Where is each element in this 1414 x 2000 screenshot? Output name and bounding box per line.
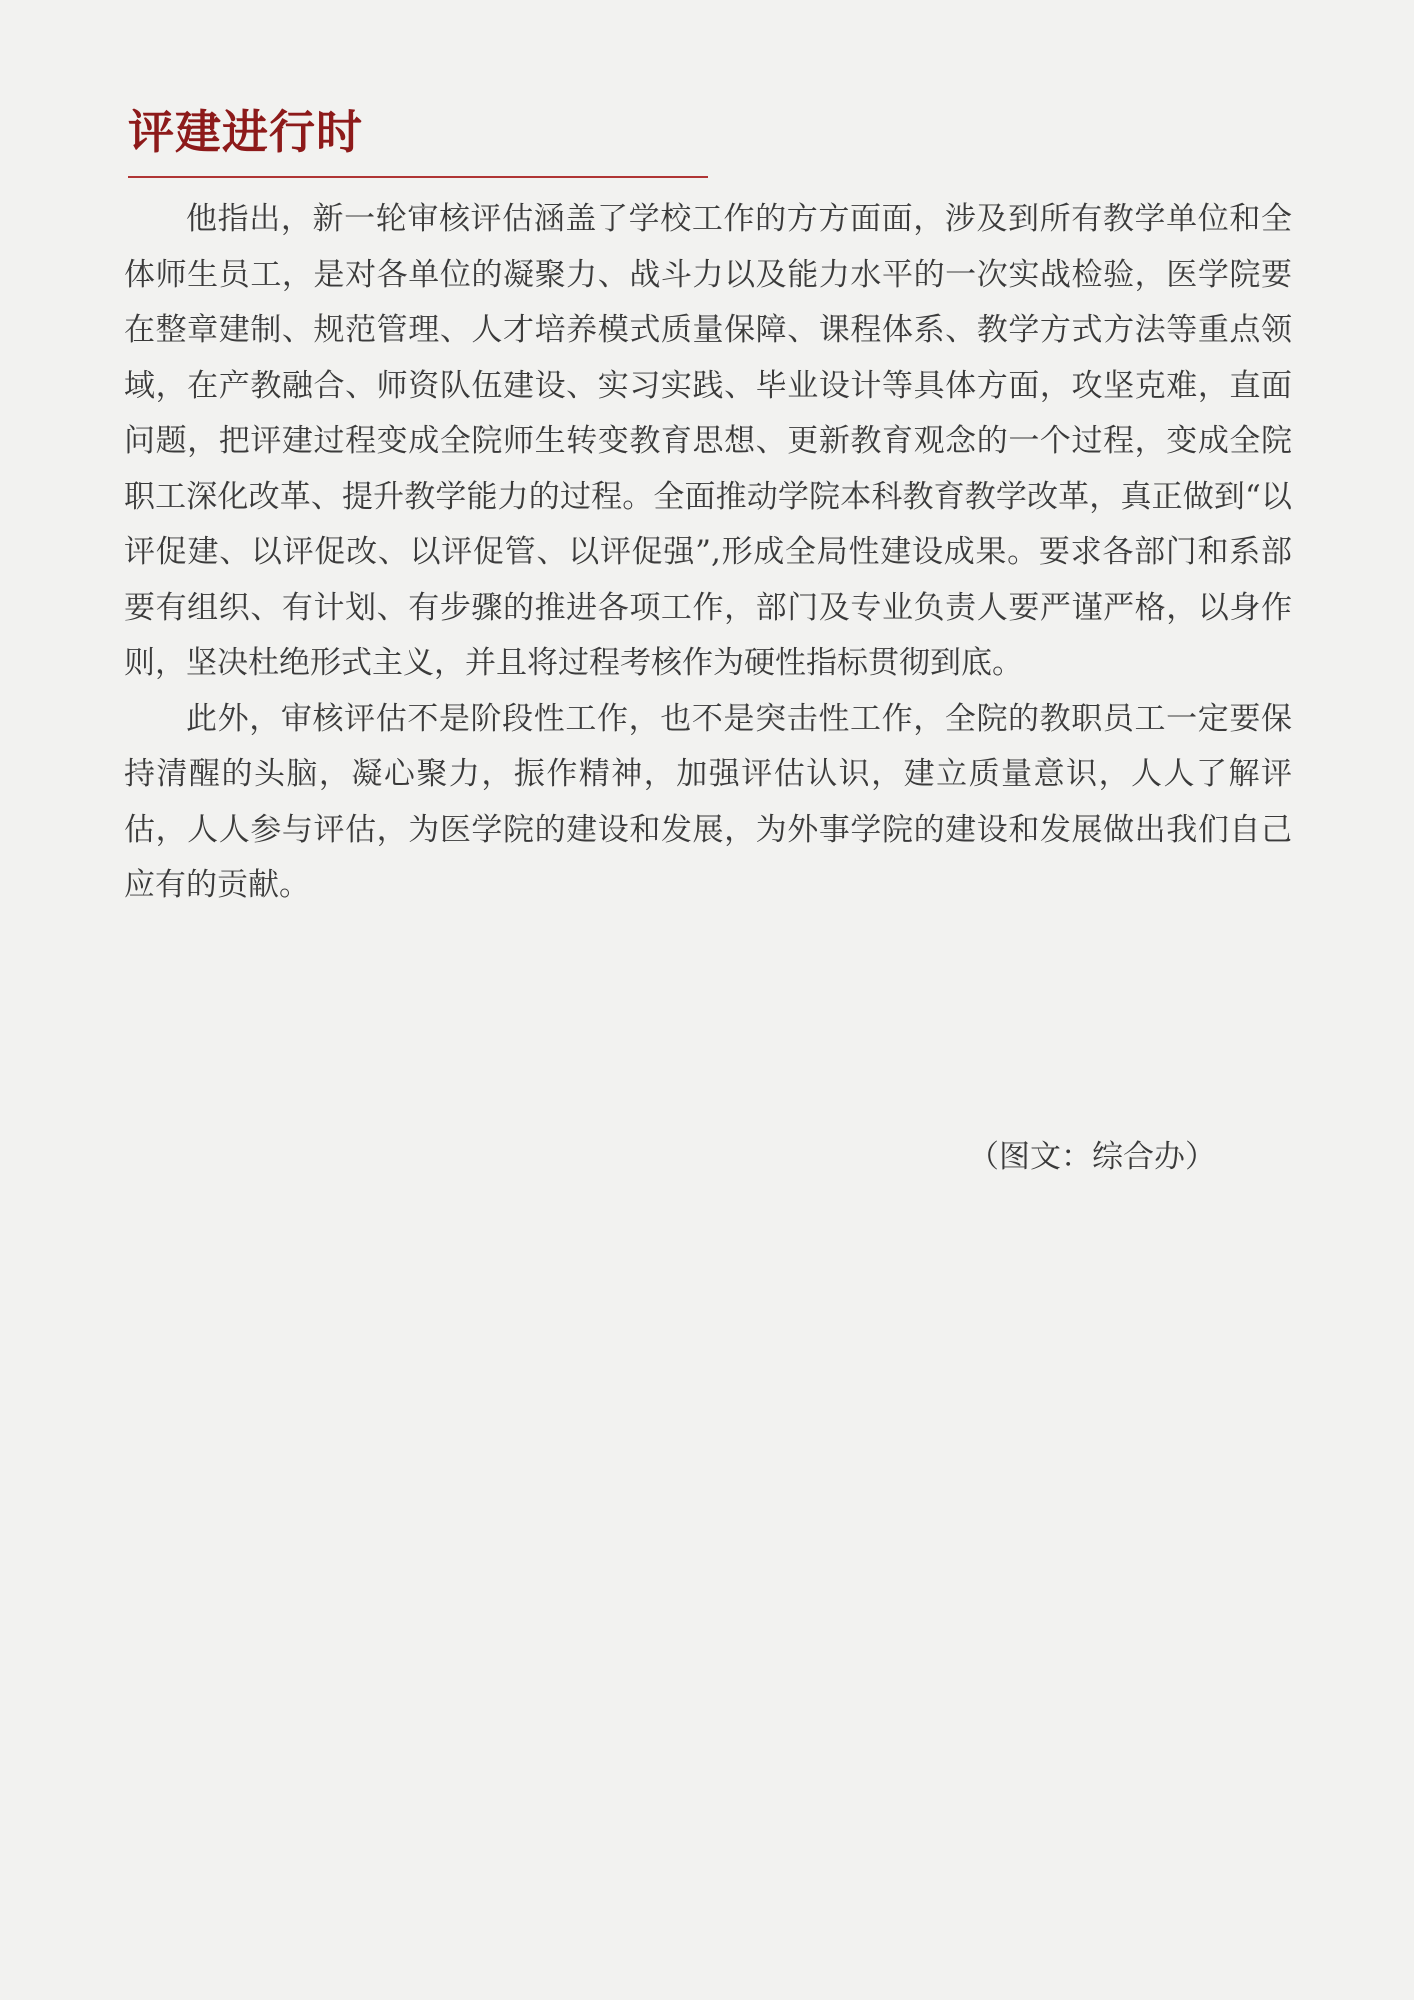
article-paragraph-1: 他指出，新一轮审核评估涵盖了学校工作的方方面面，涉及到所有教学单位和全体师生员工，是对各单位的凝聚力、战斗力以及能力水平的一次实战检验，医学院要在整章建制、规范管理、人才培养模式质量保障、课程体系、教学方式方法等重点领域，在产教融合、师资队伍建设、实习实践、毕业设计等具体方面，攻坚克难，直面问题，把评建过程变成全院师生转变教育思想、更新教育观念的一个过程，变成全院职工深化改革、提升教学能力的过程。全面推动学院本科教育教学改革，真正做到“以评促建、以评促改、以评促管、以评促强”,形成全局性建设成果。要求各部门和系部要有组织、有计划、有步骤的推进各项工作，部门及专业负责人要严谨严格，以身作则，坚决杜绝形式主义，并且将过程考核作为硬性指标贯彻到底。 bbox=[124, 201, 1292, 681]
section-title: 评建进行时 bbox=[128, 105, 363, 159]
article-credit: （图文：综合办） bbox=[968, 1139, 1216, 1175]
article-paragraph-2: 此外，审核评估不是阶段性工作，也不是突击性工作，全院的教职员工一定要保持清醒的头脑，凝心聚力，振作精神，加强评估认识，建立质量意识，人人了解评估，人人参与评估，为医学院的建设和发展，为外事学院的建设和发展做出我们自己应有的贡献。 bbox=[124, 700, 1292, 903]
article-body bbox=[124, 192, 1292, 914]
title-underline bbox=[128, 176, 708, 178]
